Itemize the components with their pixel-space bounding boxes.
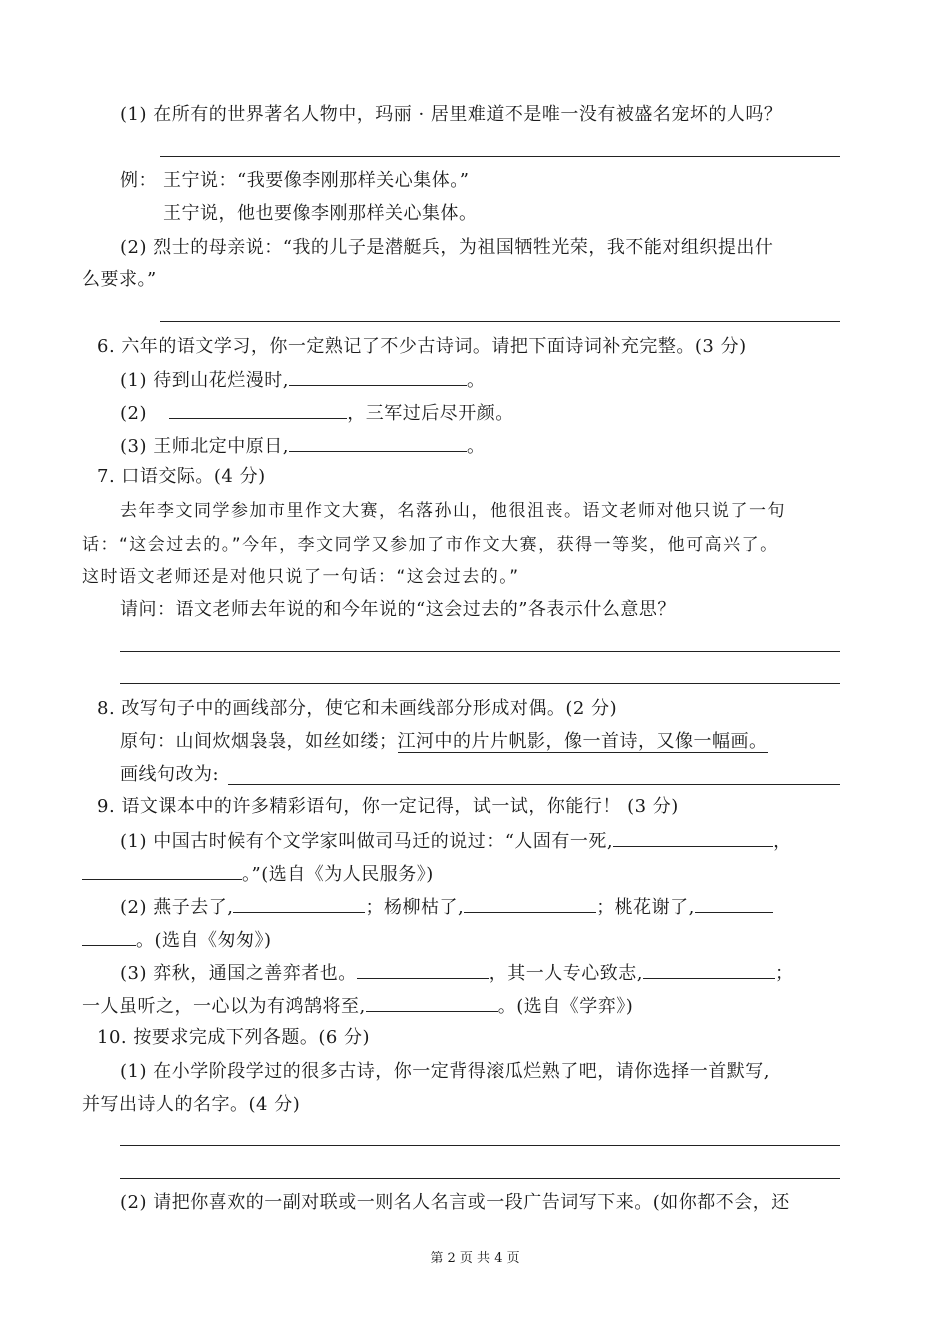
q8-original-underlined: 江河中的片片帆影，像一首诗，又像一幅画。 bbox=[397, 731, 768, 752]
q9-part1-blank1[interactable] bbox=[613, 828, 773, 847]
q7-title: 7. 口语交际。(4 分) bbox=[97, 466, 266, 487]
q5-part2-answer-line[interactable] bbox=[160, 321, 840, 322]
q6-line1-suffix: 。 bbox=[466, 370, 486, 391]
q9-title: 9. 语文课本中的许多精彩语句，你一定记得，试一试，你能行！ (3 分) bbox=[97, 796, 679, 817]
q6-line2-prefix: (2) bbox=[120, 403, 147, 424]
q7-answer-line-1[interactable] bbox=[120, 651, 840, 652]
q9-part3-blank2[interactable] bbox=[643, 960, 775, 979]
q5-part2-line2: 么要求。” bbox=[82, 269, 157, 290]
q6-line3-suffix: 。 bbox=[466, 436, 486, 457]
q9-part1-line1 bbox=[120, 828, 792, 854]
q9-part1-blank2[interactable] bbox=[82, 861, 242, 880]
q6-line2-blank[interactable] bbox=[169, 400, 347, 419]
q8-original-plain: 原句：山间炊烟袅袅，如丝如缕； bbox=[120, 731, 398, 752]
q5-part1-text: (1) 在所有的世界著名人物中，玛丽 · 居里难道不是唯一没有被盛名宠坏的人吗？ bbox=[120, 104, 783, 125]
q7-story-line2: 话：“这会过去的。”今年，李文同学又参加了市作文大赛，获得一等奖，他可高兴了。 bbox=[82, 535, 779, 555]
q9-part3-line2 bbox=[82, 993, 633, 1019]
q9-part2-source: 。(选自《匆匆》) bbox=[136, 930, 272, 951]
q8-original-sentence bbox=[120, 730, 768, 754]
q9-part3-blank3[interactable] bbox=[366, 993, 498, 1012]
q6-line1-blank[interactable] bbox=[289, 367, 467, 386]
q8-title: 8. 改写句子中的画线部分，使它和未画线部分形成对偶。(2 分) bbox=[97, 698, 618, 719]
q5-example-label: 例： bbox=[120, 170, 157, 191]
q10-part1-answer-line-1[interactable] bbox=[120, 1145, 840, 1146]
q9-part1-line2 bbox=[82, 861, 434, 887]
q9-part3-a: (3) 弈秋，通国之善弈者也。 bbox=[120, 963, 357, 984]
q9-part1-comma: ， bbox=[773, 831, 792, 852]
q8-rewrite-answer-line[interactable] bbox=[228, 784, 840, 785]
q5-example-line1: 王宁说：“我要像李刚那样关心集体。” bbox=[163, 170, 470, 191]
q9-part2-c: ；桃花谢了, bbox=[596, 897, 695, 918]
q6-line3-prefix: (3) 王师北定中原日, bbox=[120, 436, 289, 457]
q9-part2-b: ；杨柳枯了, bbox=[365, 897, 465, 918]
q9-part2-blank1[interactable] bbox=[233, 894, 365, 913]
q9-part2-line1 bbox=[120, 894, 773, 920]
q9-part3-line2-text: 一人虽听之，一心以为有鸿鹄将至, bbox=[82, 996, 366, 1017]
q6-line1 bbox=[120, 367, 485, 393]
q9-part2-a: (2) 燕子去了, bbox=[120, 897, 234, 918]
q5-example-line2: 王宁说，他也要像李刚那样关心集体。 bbox=[163, 203, 478, 224]
q6-line2 bbox=[120, 400, 514, 426]
q9-part3-blank1[interactable] bbox=[357, 960, 489, 979]
q9-part1-text: (1) 中国古时候有个文学家叫做司马迁的说过：“人固有一死, bbox=[120, 831, 614, 852]
q5-part2-line1: (2) 烈士的母亲说：“我的儿子是潜艇兵，为祖国牺牲光荣，我不能对组织提出什 bbox=[120, 237, 774, 258]
q9-part2-blank3a[interactable] bbox=[695, 894, 773, 913]
q9-part2-blank2[interactable] bbox=[464, 894, 596, 913]
q10-part1-line2: 并写出诗人的名字。(4 分) bbox=[82, 1094, 301, 1115]
q6-line1-prefix: (1) 待到山花烂漫时, bbox=[120, 370, 289, 391]
q6-line2-suffix: ，三军过后尽开颜。 bbox=[347, 403, 514, 424]
q7-question: 请问：语文老师去年说的和今年说的“这会过去的”各表示什么意思？ bbox=[120, 599, 676, 620]
q10-part1-answer-line-2[interactable] bbox=[120, 1178, 840, 1179]
q7-answer-line-2[interactable] bbox=[120, 683, 840, 684]
page-number-footer: 第 2 页 共 4 页 bbox=[430, 1251, 520, 1266]
q8-rewrite-label: 画线句改为: bbox=[120, 764, 220, 785]
q6-line3-blank[interactable] bbox=[289, 433, 467, 452]
q9-part2-blank3b[interactable] bbox=[82, 927, 136, 946]
q10-part2-line1: (2) 请把你喜欢的一副对联或一则名人名言或一段广告词写下来。(如你都不会，还 bbox=[120, 1192, 790, 1213]
q9-part3-c: ； bbox=[774, 963, 794, 984]
q9-part1-source: 。”(选自《为人民服务》) bbox=[242, 864, 434, 885]
q10-part1-line1: (1) 在小学阶段学过的很多古诗，你一定背得滚瓜烂熟了吧，请你选择一首默写, bbox=[120, 1061, 770, 1082]
q10-title: 10. 按要求完成下列各题。(6 分) bbox=[97, 1027, 371, 1048]
q6-line3 bbox=[120, 433, 485, 459]
q9-part2-line2 bbox=[82, 927, 272, 953]
q5-part1-answer-line[interactable] bbox=[160, 156, 840, 157]
q9-part3-source: 。(选自《学弈》) bbox=[497, 996, 634, 1017]
q7-story-line1: 去年李文同学参加市里作文大赛，名落孙山，他很沮丧。语文老师对他只说了一句 bbox=[120, 501, 786, 521]
q9-part3-b: ，其一人专心致志, bbox=[488, 963, 643, 984]
q6-title: 6. 六年的语文学习，你一定熟记了不少古诗词。请把下面诗词补充完整。(3 分) bbox=[97, 336, 747, 357]
q9-part3-line1 bbox=[120, 960, 793, 986]
q7-story-line3: 这时语文老师还是对他只说了一句话：“这会过去的。” bbox=[82, 567, 520, 587]
